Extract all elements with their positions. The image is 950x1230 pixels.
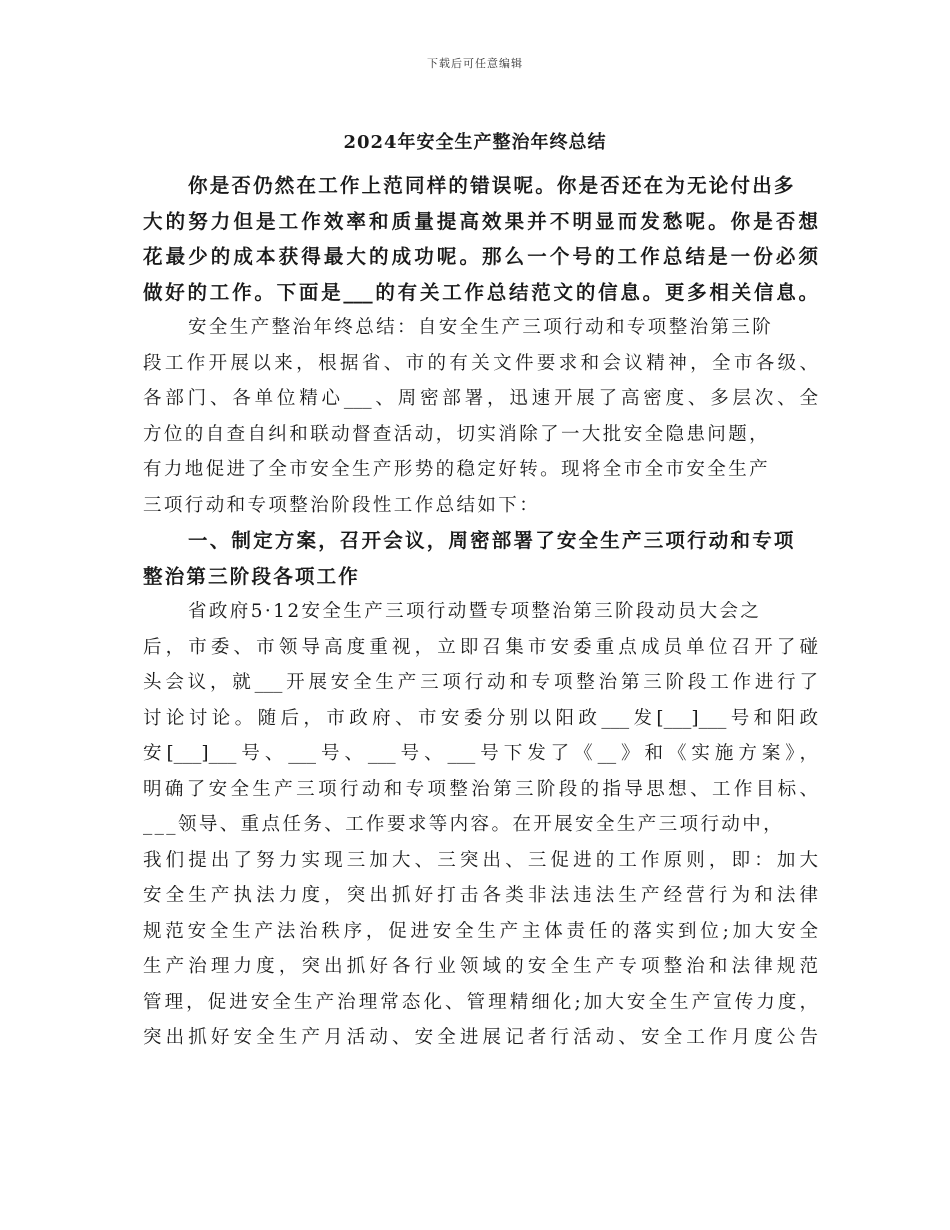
page-header-note: 下载后可任意编辑 bbox=[427, 57, 523, 70]
text-line: 我们提出了努力实现三加大、三突出、三促进的工作原则，即：加大 bbox=[143, 849, 818, 871]
text-line: 整治第三阶段各项工作 bbox=[143, 564, 361, 588]
text-line: 花最少的成本获得最大的成功呢。那么一个号的工作总结是一份必须 bbox=[143, 245, 818, 268]
text-line: 明确了安全生产三项行动和专项整治第三阶段的指导思想、工作目标、 bbox=[143, 778, 818, 800]
text-line: 各部门、各单位精心___、周密部署，迅速开展了高密度、多层次、全 bbox=[143, 388, 818, 409]
text-line: 突出抓好安全生产月活动、安全进展记者行活动、安全工作月度公告 bbox=[143, 1027, 818, 1048]
document-title: 2024年安全生产整治年终总结 bbox=[343, 132, 607, 153]
text-line: 安全生产整治年终总结：自安全生产三项行动和专项整治第三阶 bbox=[188, 317, 774, 338]
text-line: 生产治理力度，突出抓好各行业领域的安全生产专项整治和法律规范 bbox=[143, 956, 818, 977]
text-line: 安[___]___号、___号、___号、___号下发了《__》和《实施方案》， bbox=[143, 743, 818, 764]
text-line: 讨论讨论。随后，市政府、市安委分别以阳政___发[___]___号和阳政 bbox=[143, 707, 818, 729]
text-line: 规范安全生产法治秩序，促进安全生产主体责任的落实到位;加大安全 bbox=[143, 920, 818, 942]
text-line: 段工作开展以来，根据省、市的有关文件要求和会议精神，全市各级、 bbox=[143, 352, 818, 374]
text-line: 管理，促进安全生产治理常态化、管理精细化;加大安全生产宣传力度， bbox=[143, 991, 818, 1013]
document-body bbox=[143, 168, 818, 1056]
text-line: 头会议，就___开展安全生产三项行动和专项整治第三阶段工作进行了 bbox=[143, 672, 818, 693]
text-line: 方位的自查自纠和联动督查活动，切实消除了一大批安全隐患问题， bbox=[143, 423, 771, 445]
text-line: 有力地促进了全市安全生产形势的稳定好转。现将全市全市安全生产 bbox=[143, 459, 771, 480]
text-line: 做好的工作。下面是___的有关工作总结范文的信息。更多相关信息。 bbox=[143, 280, 818, 304]
text-line: 安全生产执法力度，突出抓好打击各类非法违法生产经营行为和法律 bbox=[143, 885, 818, 906]
text-line: 三项行动和专项整治阶段性工作总结如下： bbox=[143, 494, 541, 516]
text-line: ___领导、重点任务、工作要求等内容。在开展安全生产三项行动中， bbox=[143, 814, 785, 835]
text-line: 后，市委、市领导高度重视，立即召集市安委重点成员单位召开了碰 bbox=[143, 636, 818, 658]
text-line: 一、制定方案，召开会议，周密部署了安全生产三项行动和专项 bbox=[188, 529, 796, 552]
text-line: 大的努力但是工作效率和质量提高效果并不明显而发愁呢。你是否想 bbox=[143, 209, 818, 233]
text-line: 省政府5·12安全生产三项行动暨专项整治第三阶段动员大会之 bbox=[188, 601, 762, 622]
text-line: 你是否仍然在工作上范同样的错误呢。你是否还在为无论付出多 bbox=[188, 174, 796, 197]
